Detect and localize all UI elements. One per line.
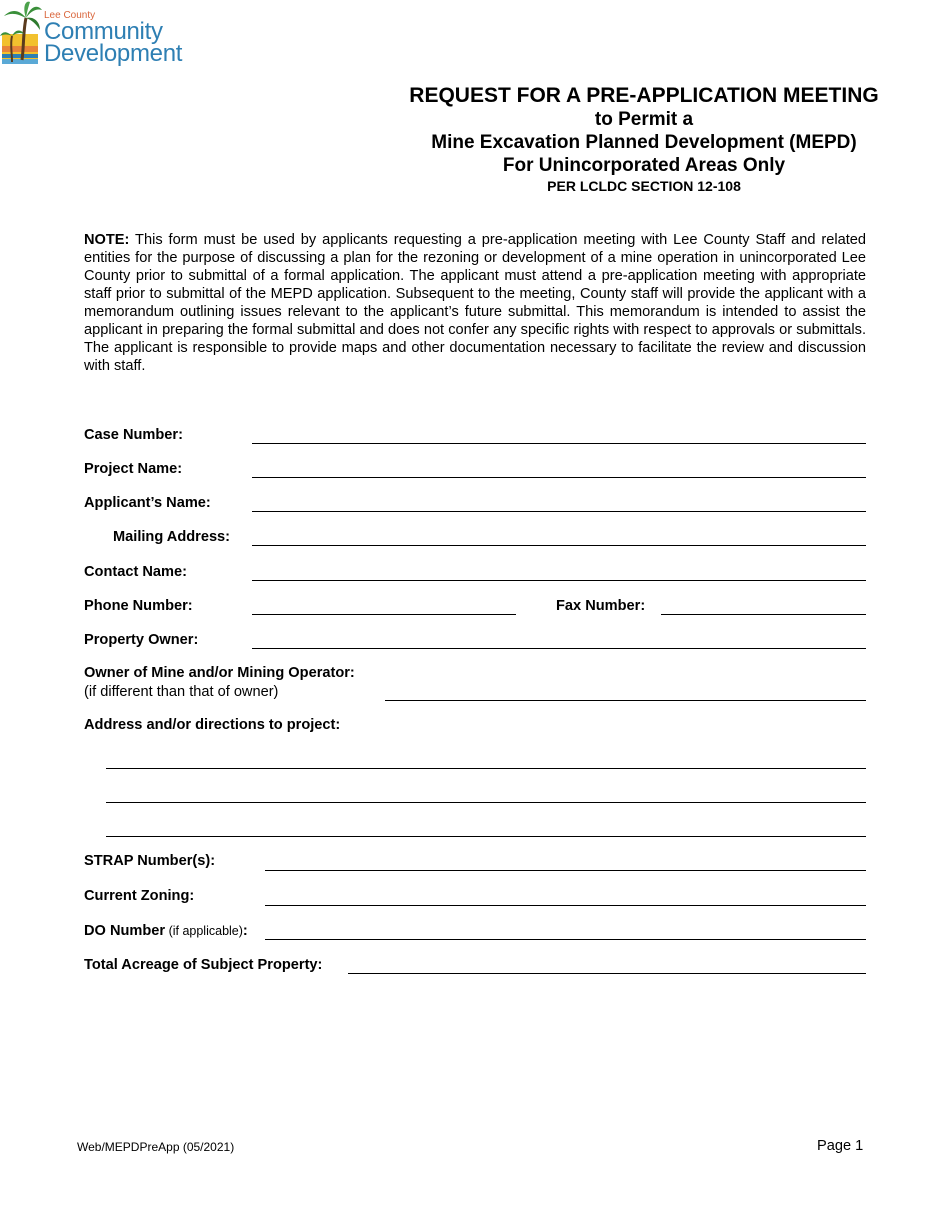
applicant-name-field[interactable] — [252, 511, 866, 512]
note-paragraph — [84, 231, 866, 375]
address-directions-line-3[interactable] — [106, 836, 866, 837]
lee-county-logo — [0, 0, 195, 70]
fax-number-field[interactable] — [661, 614, 866, 615]
phone-number-field[interactable] — [252, 614, 516, 615]
address-directions-label: Address and/or directions to project: — [84, 717, 341, 733]
strap-number-field[interactable] — [265, 870, 866, 871]
current-zoning-label: Current Zoning: — [84, 888, 195, 904]
project-name-field[interactable] — [252, 477, 866, 478]
subtitle-mepd: Mine Excavation Planned Development (MEPD) — [431, 132, 857, 153]
note-label: NOTE: — [84, 232, 130, 248]
do-number-field[interactable] — [265, 939, 866, 940]
total-acreage-label: Total Acreage of Subject Property: — [84, 957, 323, 973]
page-title: REQUEST FOR A PRE-APPLICATION MEETING — [409, 84, 879, 107]
contact-name-field[interactable] — [252, 580, 866, 581]
subtitle-permit: to Permit a — [594, 109, 694, 130]
logo-development-text: Development — [44, 40, 183, 67]
palm-tree-icon — [0, 0, 42, 68]
mailing-address-field[interactable] — [252, 545, 866, 546]
address-directions-line-1[interactable] — [106, 768, 866, 769]
strap-number-label: STRAP Number(s): — [84, 853, 216, 869]
form-id: Web/MEPDPreApp (05/2021) — [77, 1140, 235, 1154]
note-text: This form must be used by applicants requesting a pre-application meeting with Lee County Staff and related entities for the purpose of discussing a plan for the rezoning or development of a mine operation in unincorporated Lee County prior to submittal of a formal application. The applicant must attend a pre-application meeting with appropriate staff prior to submittal of the MEPD application. Subsequent to the meeting, County staff will provide the applicant with a memorandum outlining issues relevant to the applicant’s future submittal. This memorandum is intended to assist the applicant in preparing the formal submittal and does not confer any specific rights with respect to approvals or submittals. The applicant is responsible to provide maps and other documentation necessary to facilitate the review and discussion with staff. — [84, 232, 866, 374]
address-directions-line-2[interactable] — [106, 802, 866, 803]
do-number-label — [84, 923, 248, 939]
mailing-address-label: Mailing Address: — [113, 529, 231, 545]
do-number-colon: : — [242, 923, 248, 939]
page-number: Page 1 — [817, 1138, 864, 1154]
property-owner-label: Property Owner: — [84, 632, 199, 648]
project-name-label: Project Name: — [84, 461, 183, 477]
mine-owner-note: (if different than that of owner) — [84, 684, 279, 700]
current-zoning-field[interactable] — [265, 905, 866, 906]
do-number-text: DO Number — [84, 923, 166, 939]
mine-owner-label: Owner of Mine and/or Mining Operator: — [84, 665, 355, 681]
subtitle-unincorporated: For Unincorporated Areas Only — [502, 155, 786, 176]
do-number-note: (if applicable) — [165, 924, 243, 938]
logo-county-text: Lee County — [44, 10, 96, 21]
case-number-field[interactable] — [252, 443, 866, 444]
fax-number-label: Fax Number: — [556, 598, 646, 614]
subtitle-section: PER LCLDC SECTION 12-108 — [547, 178, 741, 194]
total-acreage-field[interactable] — [348, 973, 866, 974]
logo-community-text: Community — [44, 18, 163, 45]
case-number-label: Case Number: — [84, 427, 183, 443]
contact-name-label: Contact Name: — [84, 564, 187, 580]
property-owner-field[interactable] — [252, 648, 866, 649]
applicant-name-label: Applicant’s Name: — [84, 495, 211, 511]
mine-owner-field[interactable] — [385, 700, 866, 701]
phone-number-label: Phone Number: — [84, 598, 193, 614]
